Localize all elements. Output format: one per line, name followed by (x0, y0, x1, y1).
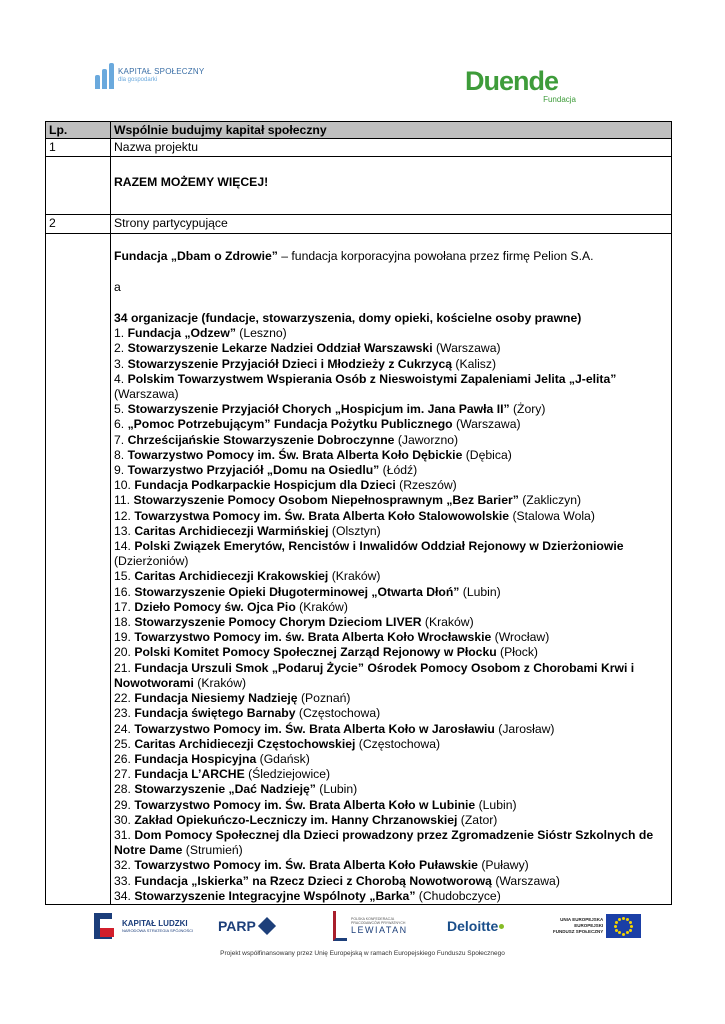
list-item: 4. Polskim Towarzystwem Wspierania Osób z Nieswoistymi Zapaleniami Jelita „J-elita” (Warszawa) (114, 371, 617, 402)
project-table (45, 121, 672, 905)
list-item: 17. Dzieło Pomocy św. Ojca Pio (Kraków) (114, 599, 348, 614)
cofinancing-note: Projekt współfinansowany przez Unię Europejską w ramach Europejskiego Funduszu Społecznego (220, 950, 505, 957)
eu-star-icon (615, 921, 618, 924)
deloitte-text: Deloitte (447, 918, 499, 934)
list-item: 28. Stowarzyszenie „Dać Nadzieję” (Lubin) (114, 782, 358, 797)
list-item: 7. Chrześcijańskie Stowarzyszenie Dobroczynne (Jaworzno) (114, 432, 459, 447)
list-item: 23. Fundacja świętego Barnaby (Częstochowa) (114, 706, 381, 721)
eu-star-icon (630, 925, 633, 928)
parp-emblem-icon (258, 917, 276, 935)
list-item: 33. Fundacja „Iskierka” na Rzecz Dzieci z Chorobą Nowotworową (Warszawa) (114, 873, 560, 888)
eu-star-icon (629, 929, 632, 932)
organization-list (114, 326, 666, 904)
table-row (46, 157, 672, 215)
list-item: 24. Towarzystwo Pomocy im. Św. Brata Alberta Koło w Jarosławiu (Jarosław) (114, 721, 555, 736)
lewiatan-logo (333, 908, 421, 944)
list-item: 8. Towarzystwo Pomocy im. Św. Brata Alberta Koło Dębickie (Dębica) (114, 447, 512, 462)
kapital-spoleczny-logo (95, 62, 204, 90)
row-number: 1 (46, 139, 111, 157)
list-item: 9. Towarzystwo Przyjaciół „Domu na Osiedlu” (Łódź) (114, 463, 418, 478)
list-item: 21. Fundacja Urszuli Smok „Podaruj Życie” Ośrodek Pomocy Osobom z Chorobami Krwi i Nowotworami (Kraków) (114, 660, 635, 690)
and-text: a (114, 279, 121, 294)
list-item: 11. Stowarzyszenie Pomocy Osobom Niepełnosprawnym „Bez Barier” (Zakliczyn) (114, 493, 582, 508)
lewiatan-emblem-icon (333, 911, 347, 941)
eu-star-icon (622, 917, 625, 920)
kapital-ludzki-logo (92, 908, 193, 944)
list-item: 16. Stowarzyszenie Opieki Długoterminowej „Otwarta Dłoń” (Lubin) (114, 584, 501, 599)
list-item: 3. Stowarzyszenie Przyjaciół Dzieci i Młodzieży z Cukrzycą (Kalisz) (114, 356, 497, 371)
list-item: 31. Dom Pomocy Społecznej dla Dzieci prowadzony przez Zgromadzenie Sióstr Szkolnych de Notre Dame (Strumień) (114, 827, 654, 858)
table-row (46, 215, 672, 233)
eu-star-icon (618, 918, 621, 921)
list-item: 29. Towarzystwo Pomocy im. Św. Brata Alberta Koło w Lubinie (Lubin) (114, 797, 517, 812)
table-row (46, 233, 672, 904)
list-item: 19. Towarzystwo Pomocy im. św. Brata Alberta Koło Wrocławskie (Wrocław) (114, 630, 550, 645)
list-item: 30. Zakład Opiekuńczo-Leczniczy im. Hanny Chrzanowskiej (Zator) (114, 812, 498, 827)
duende-logo (465, 66, 580, 106)
table-header-row (46, 122, 672, 139)
eu-star-icon (626, 931, 629, 934)
eu-logo (553, 908, 641, 944)
eu-star-icon (618, 931, 621, 934)
eu-star-icon (614, 925, 617, 928)
header-lp: Lp. (46, 122, 111, 139)
eu-star-icon (615, 929, 618, 932)
kapital-logo-line2: dla gospodarki (118, 77, 158, 83)
list-item: 18. Stowarzyszenie Pomocy Chorym Dzieciom LIVER (Kraków) (114, 615, 474, 630)
list-item: 14. Polski Związek Emerytów, Rencistów i Inwalidów Oddział Rejonowy w Dzierżoniowie (Dzierżoniów) (114, 539, 624, 569)
kapital-logo-line1: KAPITAŁ SPOŁECZNY (118, 67, 205, 76)
foundation-line: Fundacja „Dbam o Zdrowie” – fundacja korporacyjna powołana przez firmę Pelion S.A. (114, 248, 594, 263)
row-label: Nazwa projektu (111, 139, 672, 157)
list-item: 6. „Pomoc Potrzebującym” Fundacja Pożytku Publicznego (Warszawa) (114, 417, 521, 432)
eu-line2: EUROPEJSKI (574, 923, 604, 928)
project-name: RAZEM MOŻEMY WIĘCEJ! (114, 175, 269, 190)
list-item: 13. Caritas Archidiecezji Warmińskiej (Olsztyn) (114, 523, 381, 538)
lewiatan-name: LEWIATAN (351, 925, 408, 935)
list-item: 10. Fundacja Podkarpackie Hospicjum dla Dzieci (Rzeszów) (114, 478, 457, 493)
duende-logo-sub: Fundacja (543, 95, 576, 104)
list-item: 22. Fundacja Niesiemy Nadzieję (Poznań) (114, 691, 351, 706)
table-row (46, 139, 672, 157)
list-item: 2. Stowarzyszenie Lekarze Nadziei Oddział Warszawski (Warszawa) (114, 341, 501, 356)
list-item: 27. Fundacja L’ARCHE (Śledziejowice) (114, 767, 331, 782)
list-item: 32. Towarzystwo Pomocy im. Św. Brata Alberta Koło Puławskie (Puławy) (114, 858, 529, 873)
list-item: 15. Caritas Archidiecezji Krakowskiej (Kraków) (114, 569, 381, 584)
eu-line1: UNIA EUROPEJSKA (560, 917, 604, 922)
participants-cell (111, 233, 672, 904)
eu-line3: FUNDUSZ SPOŁECZNY (553, 929, 604, 934)
orgs-heading: 34 organizacje (fundacje, stowarzyszenia, domy opieki, kościelne osoby prawne) (114, 311, 582, 326)
list-item: 25. Caritas Archidiecezji Częstochowskiej (Częstochowa) (114, 736, 441, 751)
header-title: Wspólnie budujmy kapitał społeczny (111, 122, 672, 139)
kapital-ludzki-title: KAPITAŁ LUDZKI (122, 919, 188, 928)
lewiatan-small: POLSKA KONFEDERACJA PRACODAWCÓW PRYWATNYCH (351, 917, 406, 925)
row-number: 2 (46, 215, 111, 233)
list-item: 20. Polski Komitet Pomocy Społecznej Zarząd Rejonowy w Płocku (Płock) (114, 645, 538, 660)
list-item: 12. Towarzystwa Pomocy im. Św. Brata Alberta Koło Stalowowolskie (Stalowa Wola) (114, 508, 595, 523)
row-label: Strony partycypujące (111, 215, 672, 233)
list-item: 5. Stowarzyszenie Przyjaciół Chorych „Hospicjum im. Jana Pawła II” (Żory) (114, 402, 546, 417)
kapital-ludzki-sub: NARODOWA STRATEGIA SPÓJNOŚCI (122, 928, 194, 933)
parp-text: PARP (218, 918, 256, 934)
eu-star-icon (629, 921, 632, 924)
list-item: 34. Stowarzyszenie Integracyjne Wspólnoty „Barka” (Chudobczyce) (114, 888, 501, 903)
duende-logo-name: Duende (465, 66, 559, 96)
eu-flag-icon (606, 914, 641, 938)
list-item: 26. Fundacja Hospicyjna (Gdańsk) (114, 751, 310, 766)
eu-star-icon (622, 933, 625, 936)
list-item: 1. Fundacja „Odzew” (Leszno) (114, 326, 287, 341)
poland-flag-icon (92, 911, 118, 941)
deloitte-logo (447, 908, 504, 944)
kapital-bars-icon (95, 63, 114, 89)
deloitte-dot-icon (499, 924, 504, 929)
parp-logo (218, 908, 275, 944)
eu-star-icon (626, 918, 629, 921)
